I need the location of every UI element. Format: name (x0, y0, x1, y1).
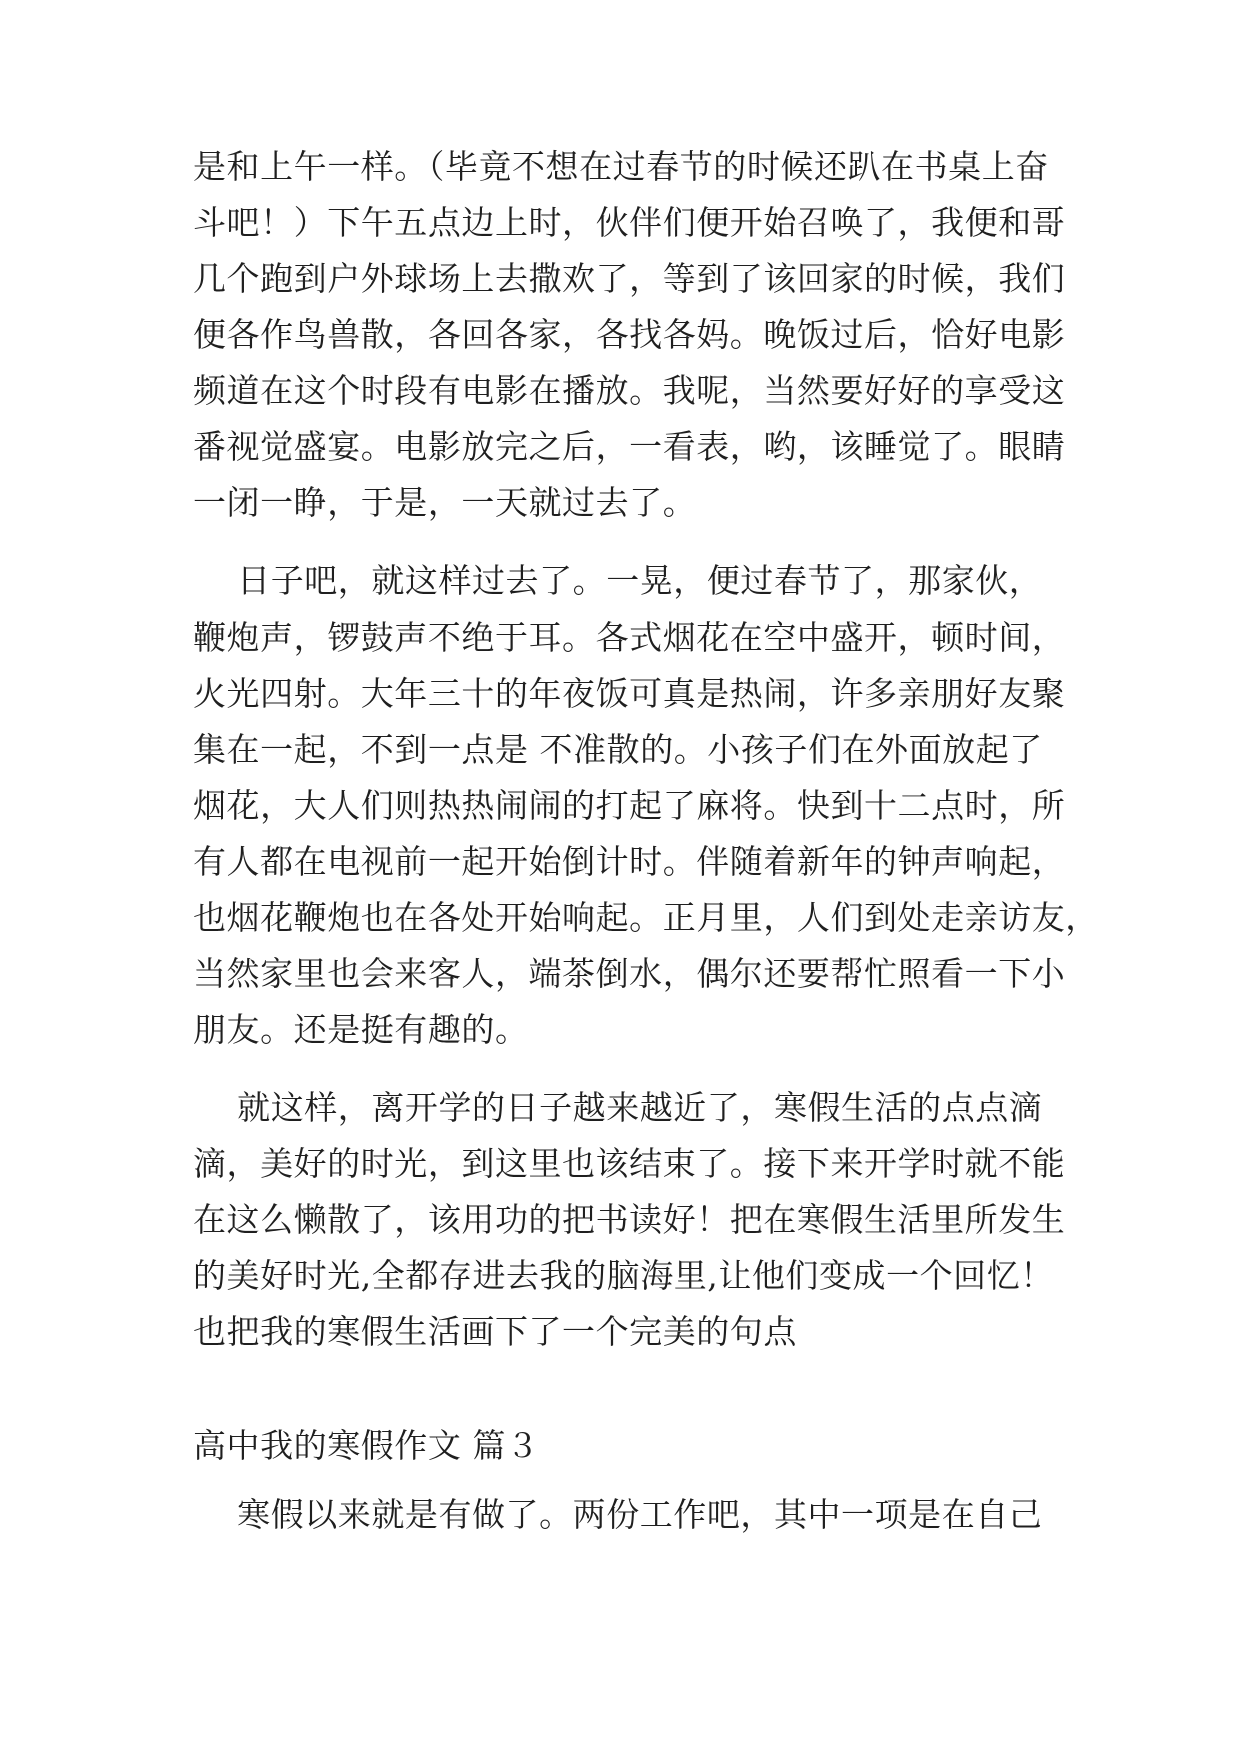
text-line: 火光四射。大年三十的年夜饭可真是热闹，许多亲朋好友聚 (193, 674, 1066, 713)
text-line: 便各作鸟兽散，各回各家，各找各妈。晚饭过后，恰好电影 (193, 315, 1066, 354)
text-line: 的美好时光,全都存进去我的脑海里,让他们变成一个回忆！ (193, 1256, 1054, 1295)
text-line: 有人都在电视前一起开始倒计时。伴随着新年的钟声响起， (193, 842, 1066, 881)
text-line: 集在一起，不到一点是 不准散的。小孩子们在外面放起了 (193, 730, 1043, 769)
text-line: 一闭一睁，于是，一天就过去了。 (193, 483, 697, 522)
text-line: 就这样，离开学的日子越来越近了，寒假生活的点点滴 (193, 1088, 1043, 1127)
text-line: 是和上午一样。（毕竟不想在过春节的时候还趴在书桌上奋 (193, 147, 1049, 186)
text-line: 也烟花鞭炮也在各处开始响起。正月里，人们到处走亲访友， (193, 898, 1099, 937)
text-line: 斗吧！）下午五点边上时，伙伴们便开始召唤了，我便和哥 (193, 203, 1066, 242)
text-line: 日子吧，就这样过去了。一晃，便过春节了，那家伙， (193, 561, 1043, 600)
section-heading: 高中我的寒假作文 篇３ (193, 1426, 540, 1465)
text-line: 番视觉盛宴。电影放完之后，一看表，哟，该睡觉了。眼睛 (193, 427, 1066, 466)
text-line: 也把我的寒假生活画下了一个完美的句点 (193, 1312, 797, 1351)
text-line: 当然家里也会来客人，端茶倒水，偶尔还要帮忙照看一下小 (193, 954, 1066, 993)
text-line: 几个跑到户外球场上去撒欢了，等到了该回家的时候，我们 (193, 259, 1066, 298)
text-line: 寒假以来就是有做了。两份工作吧，其中一项是在自己 (193, 1495, 1043, 1534)
text-line: 烟花，大人们则热热闹闹的打起了麻将。快到十二点时，所 (193, 786, 1066, 825)
text-line: 频道在这个时段有电影在播放。我呢，当然要好好的享受这 (193, 371, 1066, 410)
text-line: 滴，美好的时光，到这里也该结束了。接下来开学时就不能 (193, 1144, 1066, 1183)
text-line: 在这么懒散了，该用功的把书读好！把在寒假生活里所发生 (193, 1200, 1066, 1239)
text-line: 朋友。还是挺有趣的。 (193, 1010, 529, 1049)
text-line: 鞭炮声，锣鼓声不绝于耳。各式烟花在空中盛开，顿时间， (193, 618, 1066, 657)
